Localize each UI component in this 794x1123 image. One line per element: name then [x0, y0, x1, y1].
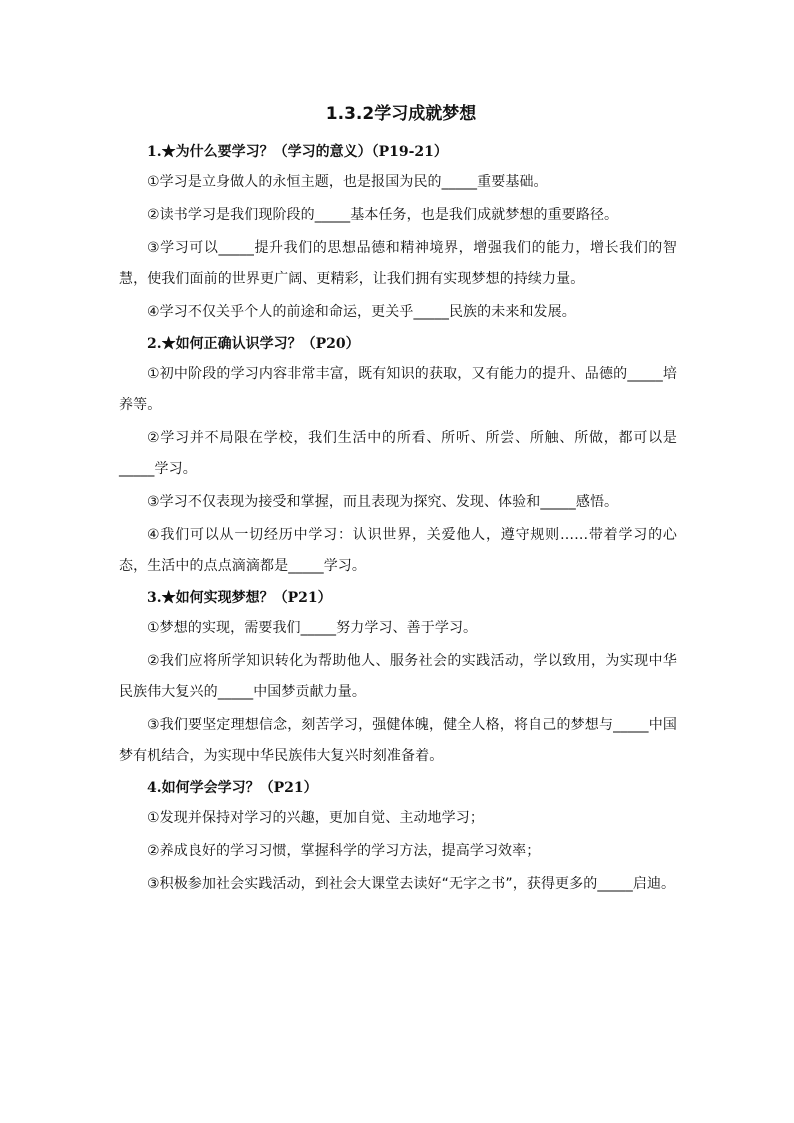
list-item: ③我们要坚定理想信念，刻苦学习，强健体魄，健全人格，将自己的梦想与_____中国梦有机结合，为实现中华民族伟大复兴时刻准备着。 — [119, 717, 677, 764]
section-2 — [119, 330, 677, 582]
list-item: ②读书学习是我们现阶段的_____基本任务，也是我们成就梦想的重要路径。 — [147, 207, 619, 223]
list-item: ③积极参加社会实践活动，到社会大课堂去读好“无字之书”，获得更多的_____启迪。 — [147, 876, 676, 892]
list-item: ②学习并不局限在学校，我们生活中的所看、所听、所尝、所触、所做，都可以是_____学习。 — [119, 430, 677, 477]
list-item: ④我们可以从一切经历中学习：认识世界，关爱他人，遵守规则……带着学习的心态，生活中的点点滴滴都是_____学习。 — [119, 527, 677, 574]
list-item: ③学习不仅表现为接受和掌握，而且表现为探究、发现、体验和_____感悟。 — [147, 494, 619, 510]
section-heading: 1.★为什么要学习？（学习的意义）（P19-21） — [147, 144, 448, 160]
list-item: ①发现并保持对学习的兴趣，更加自觉、主动地学习； — [147, 810, 484, 826]
list-item: ①学习是立身做人的永恒主题，也是报国为民的_____重要基础。 — [147, 174, 548, 190]
section-heading: 3.★如何实现梦想？（P21） — [147, 590, 332, 606]
section-heading: 4.如何学会学习？（P21） — [147, 780, 318, 796]
list-item: ③学习可以_____提升我们的思想品德和精神境界，增强我们的能力，增长我们的智慧，使我们面前的世界更广阔、更精彩，让我们拥有实现梦想的持续力量。 — [119, 240, 677, 287]
list-item: ④学习不仅关乎个人的前途和命运，更关乎_____民族的未来和发展。 — [147, 304, 576, 320]
section-3 — [119, 584, 677, 772]
document-page — [119, 98, 677, 902]
page-title: 1.3.2学习成就梦想 — [325, 104, 477, 124]
list-item: ①初中阶段的学习内容非常丰富，既有知识的获取，又有能力的提升、品德的_____培养等。 — [119, 366, 677, 413]
section-heading: 2.★如何正确认识学习？（P20） — [147, 336, 360, 352]
section-1 — [119, 138, 677, 328]
list-item: ②养成良好的学习习惯，掌握科学的学习方法，提高学习效率； — [147, 843, 541, 859]
list-item: ①梦想的实现，需要我们_____努力学习、善于学习。 — [147, 620, 478, 636]
list-item: ②我们应将所学知识转化为帮助他人、服务社会的实践活动，学以致用，为实现中华民族伟大复兴的_____中国梦贡献力量。 — [119, 653, 677, 700]
section-4 — [119, 774, 677, 900]
